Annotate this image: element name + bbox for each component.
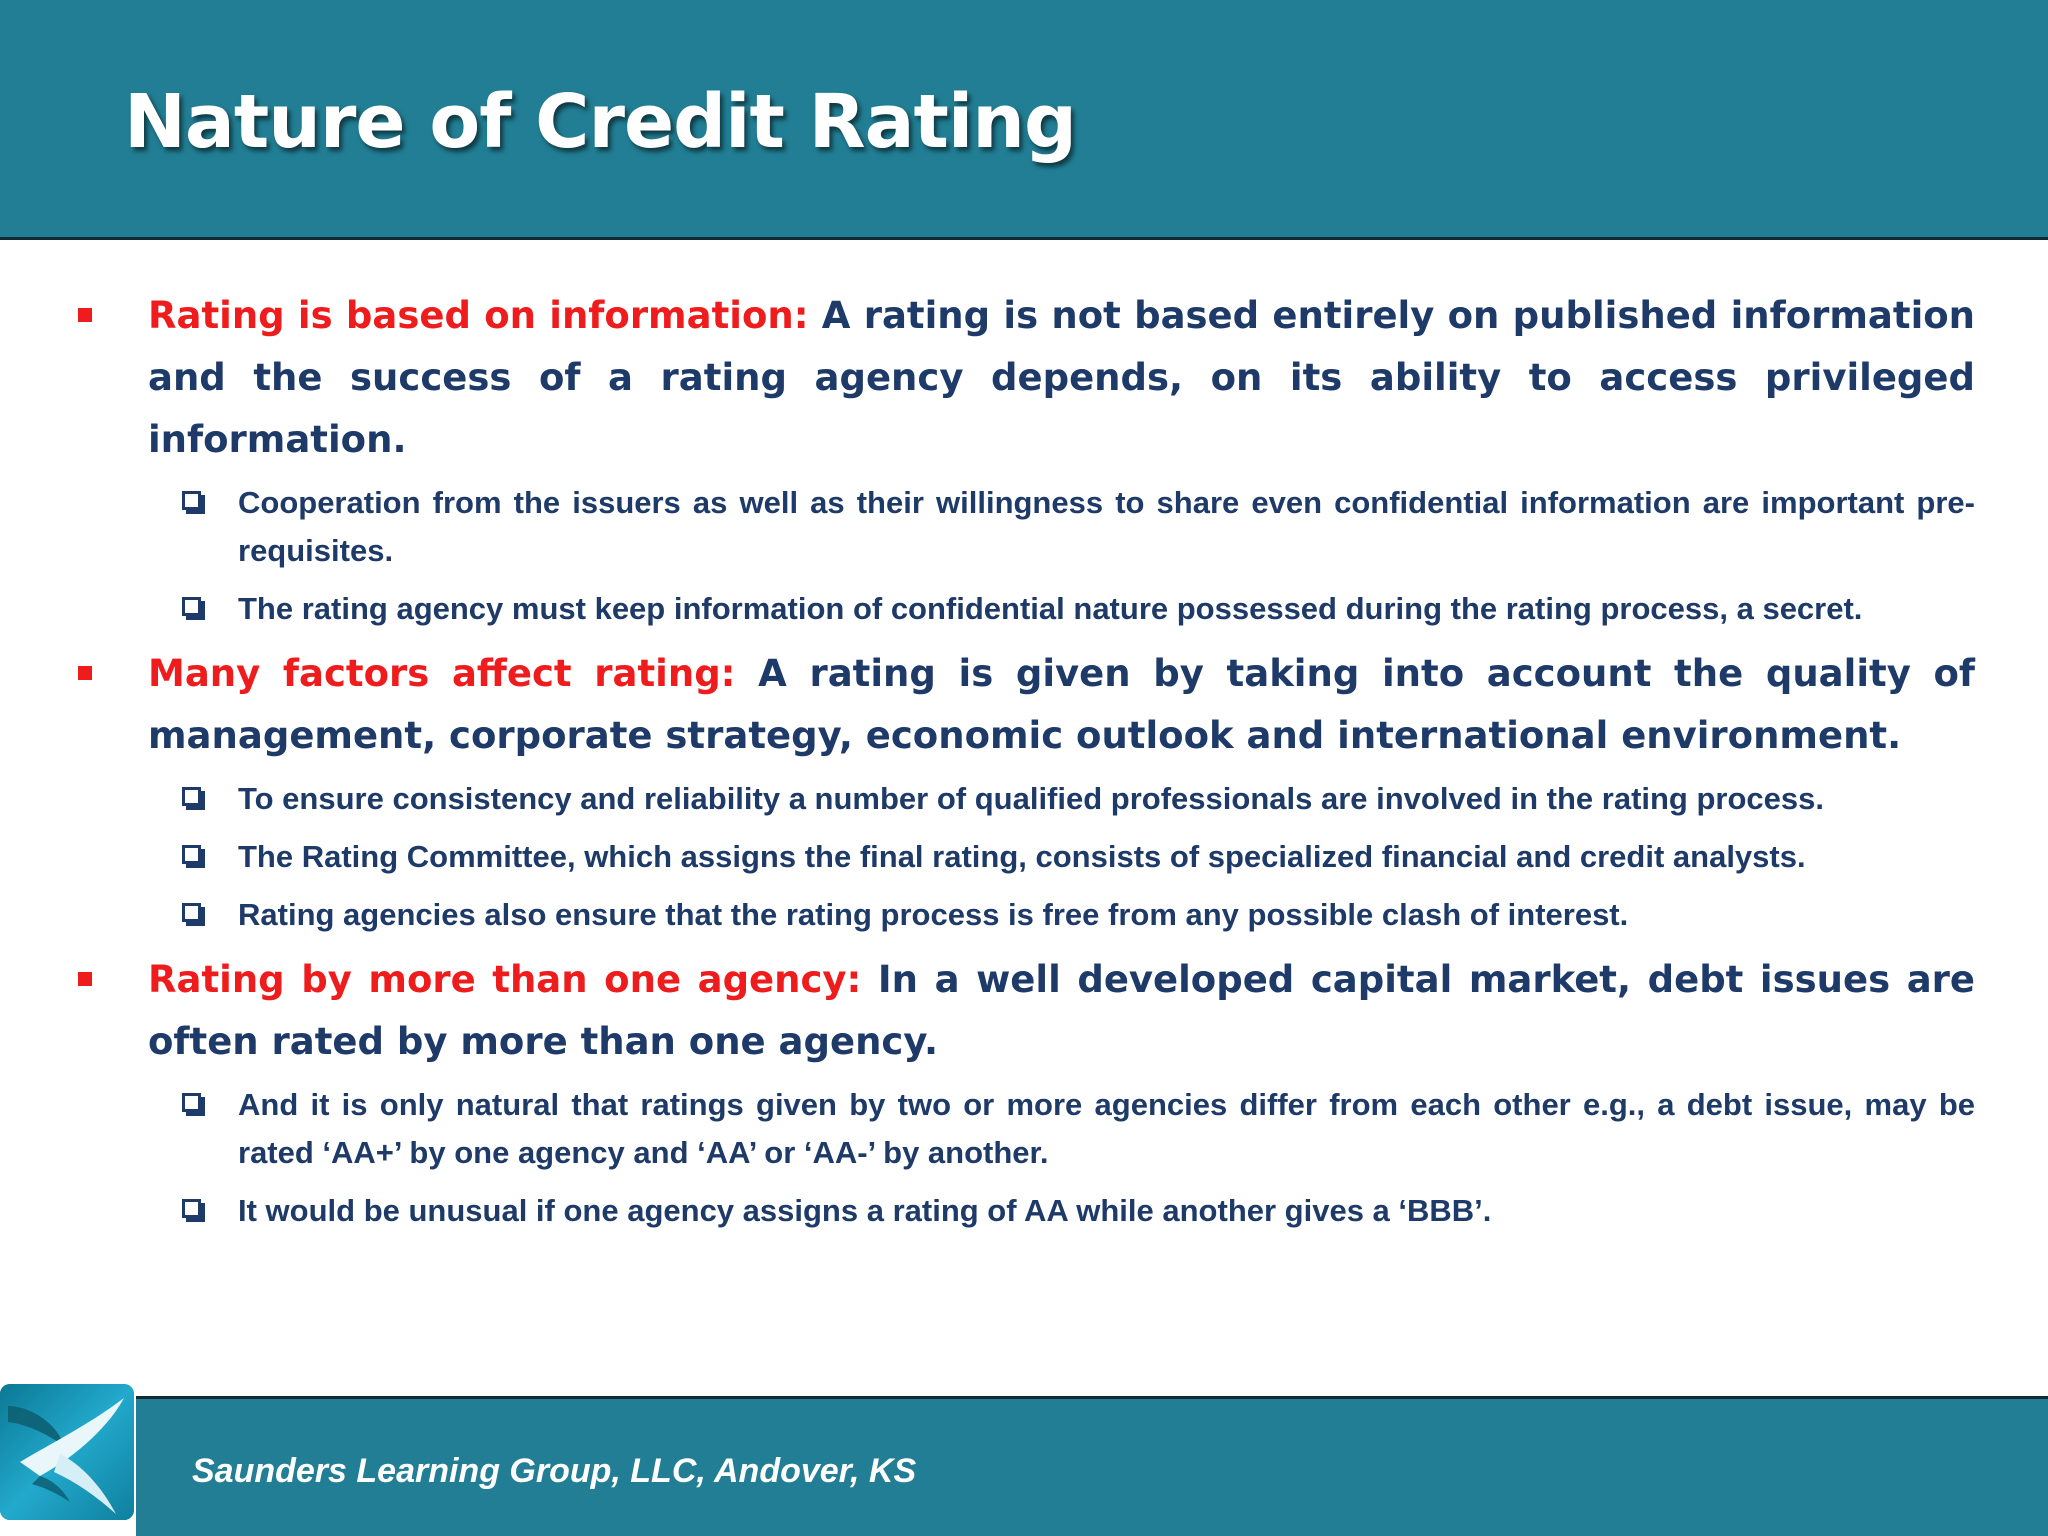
bullet-text: A rating is not based entirely on published information and the success of a rating agency depends, on its ability to access privileged information. <box>148 294 1976 461</box>
bullet-item <box>148 643 1975 767</box>
checkbox-bullet-icon <box>182 903 201 922</box>
checkbox-bullet-icon <box>182 491 201 510</box>
sub-bullet-text: The rating agency must keep information of confidential nature possessed during the rating process, a secret. <box>238 591 1863 626</box>
checkbox-bullet-icon <box>182 1093 201 1112</box>
slide-title: Nature of Credit Rating <box>124 79 1076 165</box>
checkbox-bullet-icon <box>182 845 201 864</box>
sub-bullet-item <box>238 891 1975 939</box>
footer-bar <box>136 1396 2048 1536</box>
slide-body <box>0 285 2048 1365</box>
header-bar <box>0 0 2048 240</box>
footer-text: Saunders Learning Group, LLC, Andover, KS <box>192 1452 917 1490</box>
sub-bullet-item <box>238 1081 1975 1177</box>
sub-bullet-item <box>238 833 1975 881</box>
sub-bullet-item <box>238 479 1975 575</box>
checkbox-bullet-icon <box>182 597 201 616</box>
sub-bullet-item <box>238 775 1975 823</box>
sub-bullet-item <box>238 1187 1975 1235</box>
sub-bullet-text: The Rating Committee, which assigns the final rating, consists of specialized financial and credit analysts. <box>238 839 1806 874</box>
sub-bullet-text: To ensure consistency and reliability a number of qualified professionals are involved in the rating process. <box>238 781 1824 816</box>
sub-bullet-text: Rating agencies also ensure that the rating process is free from any possible clash of interest. <box>238 897 1629 932</box>
checkbox-bullet-icon <box>182 1199 201 1218</box>
logo-swoosh-icon <box>0 1384 134 1520</box>
red-square-bullet-icon <box>78 972 92 986</box>
sub-bullet-text: And it is only natural that ratings given by two or more agencies differ from each other e.g., a debt issue, may be rated ‘AA+’ by one agency and ‘AA’ or ‘AA-’ by another. <box>238 1087 1975 1170</box>
bullet-lead: Many factors affect rating: <box>148 652 736 695</box>
red-square-bullet-icon <box>78 308 92 322</box>
sub-bullet-item <box>238 585 1975 633</box>
bullet-lead: Rating is based on information: <box>148 294 809 337</box>
red-square-bullet-icon <box>78 666 92 680</box>
sub-bullet-text: Cooperation from the issuers as well as their willingness to share even confidential information are important pre-requisites. <box>238 485 1975 568</box>
bullet-item <box>148 285 1975 471</box>
bullet-text: In a well developed capital market, debt issues are often rated by more than one agency. <box>148 958 1976 1063</box>
sub-bullet-text: It would be unusual if one agency assigns a rating of AA while another gives a ‘BBB’. <box>238 1193 1492 1228</box>
bullet-lead: Rating by more than one agency: <box>148 958 862 1001</box>
checkbox-bullet-icon <box>182 787 201 806</box>
bullet-text: A rating is given by taking into account the quality of management, corporate strategy, economic outlook and international environment. <box>148 652 1975 757</box>
company-logo-icon <box>0 1384 134 1520</box>
bullet-item <box>148 949 1975 1073</box>
